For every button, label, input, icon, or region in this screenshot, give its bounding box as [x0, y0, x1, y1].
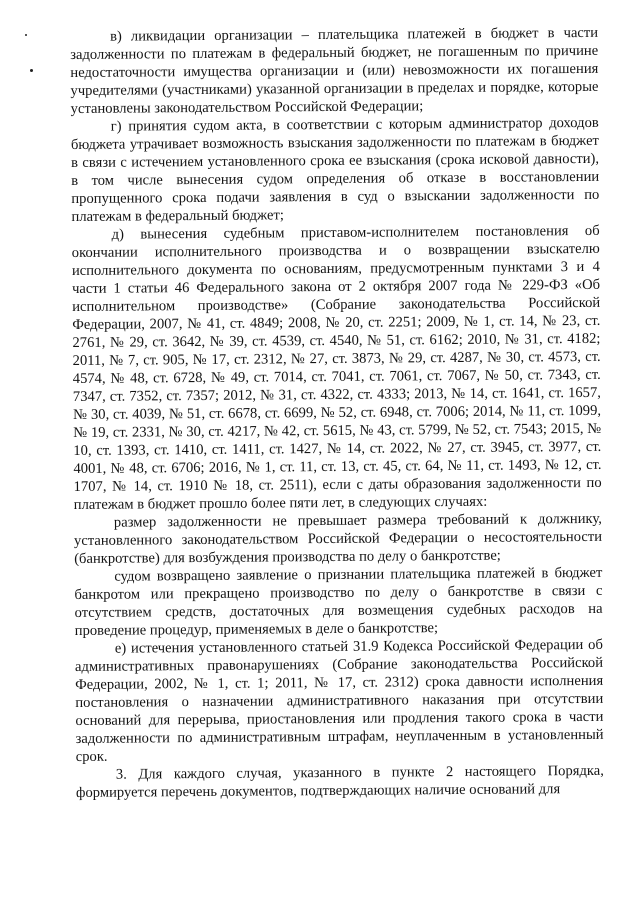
paragraph-debt-amount-condition: размер задолженности не превышает размера требований к должнику, установленного законодательством Российской Федерации о несостоятельности (банкротстве) для возбуждения производства по делу о банкротстве; — [73, 510, 603, 567]
scan-speck — [25, 34, 27, 36]
paragraph-bankruptcy-returned: судом возвращено заявление о признании плательщика платежей в бюджет банкротом или прекращено производство по делу о банкротстве в связи с отсутствием средств, достаточных для возмещения судебных расходов на проведение процедур, применяемых в деле о банкротстве; — [74, 564, 603, 639]
document-body — [70, 24, 604, 802]
paragraph-e-limitation-expiry: е) истечения установленного статьей 31.9 Кодекса Российской Федерации об административных правонарушениях (Собрание законодательства Российской Федерации, 2002, № 1, ст. 1; 2011, № 17, ст. 2312) срока давности исполнения постановления о назначении административного наказания при отсутствии оснований для перерыва, приостановления или продления такого срока в части задолженности по административным штрафам, неуплаченным в установленный срок. — [74, 636, 604, 765]
paragraph-g-court-act: г) принятия судом акта, в соответствии с которым администратор доходов бюджета утрачивает возможность взыскания задолженности по платежам в бюджет в связи с истечением установленного срока ее взыскания (срока исковой давности), в том числе вынесения судом определения об отказе в восстановлении пропущенного срока подачи заявления в суд о взыскании задолженности по платежам в федеральный бюджет; — [70, 114, 600, 225]
paragraph-3-document-list: 3. Для каждого случая, указанного в пункте 2 настоящего Порядка, формируется перечень документов, подтверждающих наличие оснований для — [75, 762, 604, 801]
scan-speck — [30, 69, 33, 72]
page-bottom-edge — [0, 893, 640, 905]
paragraph-d-bailiff-decision: д) вынесения судебным приставом-исполнителем постановления об окончании исполнительного производства и о возвращении взыскателю исполнительного документа по основаниям, предусмотренным пунктами 3 и 4 части 1 статьи 46 Федерального закона от 2 октября 2007 года № 229-ФЗ «Об исполнительном производстве» (Собрание законодательства Российской Федерации, 2007, № 41, ст. 4849; 2008, № 20, ст. 2251; 2009, № 1, ст. 14, № 23, ст. 2761, № 29, ст. 3642, № 39, ст. 4539, ст. 4540, № 51, ст. 6162; 2010, № 31, ст. 4182; 2011, № 7, ст. 905, № 17, ст. 2312, № 27, ст. 3873, № 29, ст. 4287, № 30, ст. 4573, ст. 4574, № 48, ст. 6728, № 49, ст. 7014, ст. 7041, ст. 7061, ст. 7067, № 50, ст. 7343, ст. 7347, ст. 7352, ст. 7357; 2012, № 31, ст. 4322, ст. 4333; 2013, № 14, ст. 1641, ст. 1657, № 30, ст. 4039, № 51, ст. 6678, ст. 6699, № 52, ст. 6948, ст. 7006; 2014, № 11, ст. 1099, № 19, ст. 2331, № 30, ст. 4217, № 42, ст. 5615, № 43, ст. 5799, № 52, ст. 7543; 2015, № 10, ст. 1393, ст. 1410, ст. 1411, ст. 1427, № 14, ст. 2022, № 27, ст. 3945, ст. 3977, ст. 4001, № 48, ст. 6706; 2016, № 1, ст. 11, ст. 13, ст. 45, ст. 64, № 11, ст. 1493, № 12, ст. 1707, № 14, ст. 1910 № 18, ст. 2511), если с даты образования задолженности по платежам в бюджет прошло более пяти лет, в следующих случаях: — [71, 222, 602, 513]
paragraph-v-liquidation: в) ликвидации организации – плательщика платежей в бюджет в части задолженности по платежам в федеральный бюджет, не погашенным по причине недостаточности имущества организации и (или) невозможности их погашения учредителями (участниками) указанной организации в пределах и порядке, которые установлены законодательством Российской Федерации; — [70, 24, 599, 117]
